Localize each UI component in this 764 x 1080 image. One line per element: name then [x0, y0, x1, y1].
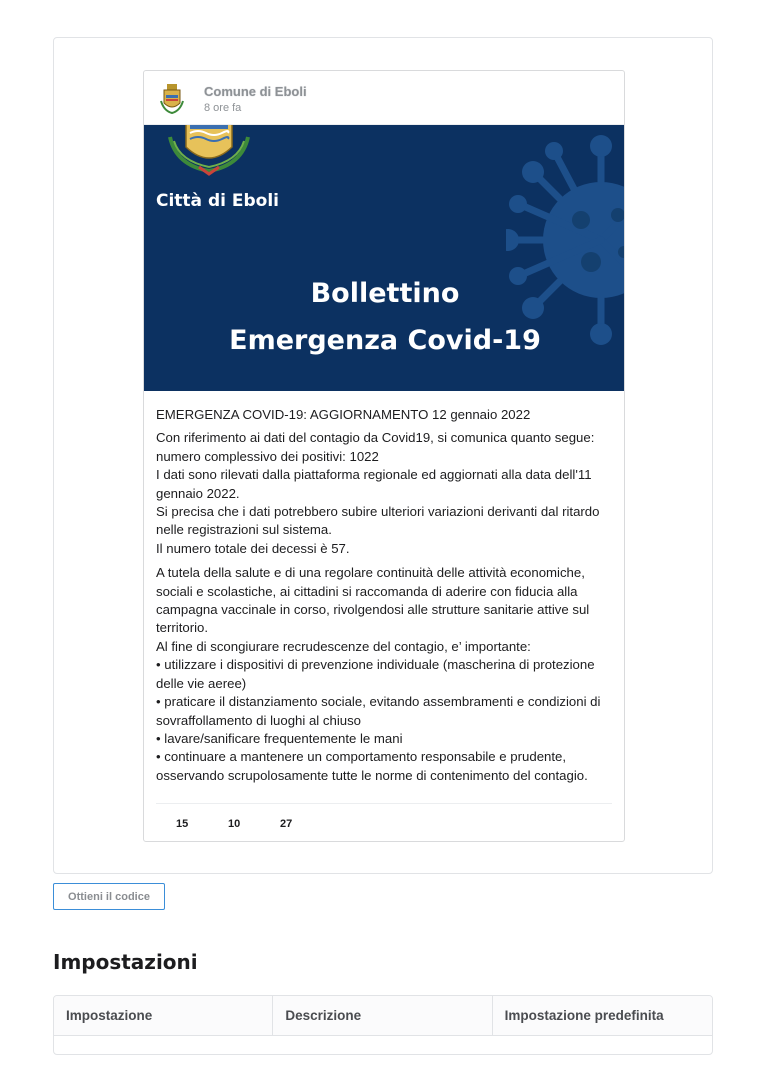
city-crest-icon	[166, 125, 252, 177]
facebook-post-card	[143, 70, 625, 842]
banner-title-line1: Bollettino	[310, 278, 460, 309]
banner-title-line2: Emergenza Covid-19	[229, 325, 541, 356]
settings-table-header	[54, 996, 712, 1036]
post-author[interactable]: Comune di Eboli	[204, 84, 307, 99]
column-header-description: Descrizione	[273, 996, 492, 1035]
get-code-button[interactable]: Ottieni il codice	[53, 883, 165, 910]
post-text	[144, 391, 624, 785]
column-header-default: Impostazione predefinita	[504, 1008, 664, 1023]
post-paragraph: Al fine di scongiurare recrudescenze del contagio, e’ importante:	[156, 638, 531, 654]
shares-count[interactable]: 27	[280, 818, 293, 830]
banner-city-name: Città di Eboli	[156, 191, 279, 211]
post-header	[144, 71, 624, 125]
post-bullet: • praticare il distanziamento sociale, evitando assembramenti e condizioni di sovraffollamento di luoghi al chiuso	[156, 694, 601, 728]
post-bullet: • lavare/sanificare frequentemente le mani	[156, 730, 403, 746]
crest-avatar-icon[interactable]	[158, 83, 186, 115]
post-paragraph: A tutela della salute e di una regolare continuità delle attività economiche, sociali e scolastiche, ai cittadini si raccomanda di aderire con fiducia alla campagna vaccinale in corso, rivolgendosi alle strutture sanitarie attive sul territorio.	[156, 565, 590, 636]
post-bullet: • continuare a mantenere un comportamento responsabile e prudente, osservando scrupolosamente tutte le norme di contenimento del contagio.	[156, 749, 588, 783]
likes-count[interactable]: 15	[176, 818, 189, 830]
post-reactions-bar	[156, 803, 612, 841]
comments-count[interactable]: 10	[228, 818, 241, 830]
post-paragraph: I dati sono rilevati dalla piattaforma regionale ed aggiornati alla data dell'11 gennaio 2022.	[156, 467, 592, 501]
post-banner-image	[144, 125, 625, 391]
post-paragraph: Si precisa che i dati potrebbero subire ulteriori variazioni derivanti dal ritardo nelle registrazioni sul sistema.	[156, 504, 600, 538]
column-header-setting: Impostazione	[54, 996, 273, 1035]
post-headline: EMERGENZA COVID-19: AGGIORNAMENTO 12 gennaio 2022	[156, 407, 531, 422]
post-paragraph: Il numero totale dei decessi è 57.	[156, 540, 350, 556]
post-paragraph: Con riferimento ai dati del contagio da Covid19, si comunica quanto segue:	[156, 430, 595, 446]
settings-table	[53, 995, 713, 1055]
post-bullet: • utilizzare i dispositivi di prevenzione individuale (mascherina di protezione delle vie aeree)	[156, 657, 595, 691]
embed-preview-frame	[53, 37, 713, 874]
post-paragraph: numero complessivo dei positivi: 1022	[156, 448, 379, 464]
settings-heading: Impostazioni	[53, 950, 198, 974]
post-timestamp[interactable]: 8 ore fa	[204, 102, 242, 114]
